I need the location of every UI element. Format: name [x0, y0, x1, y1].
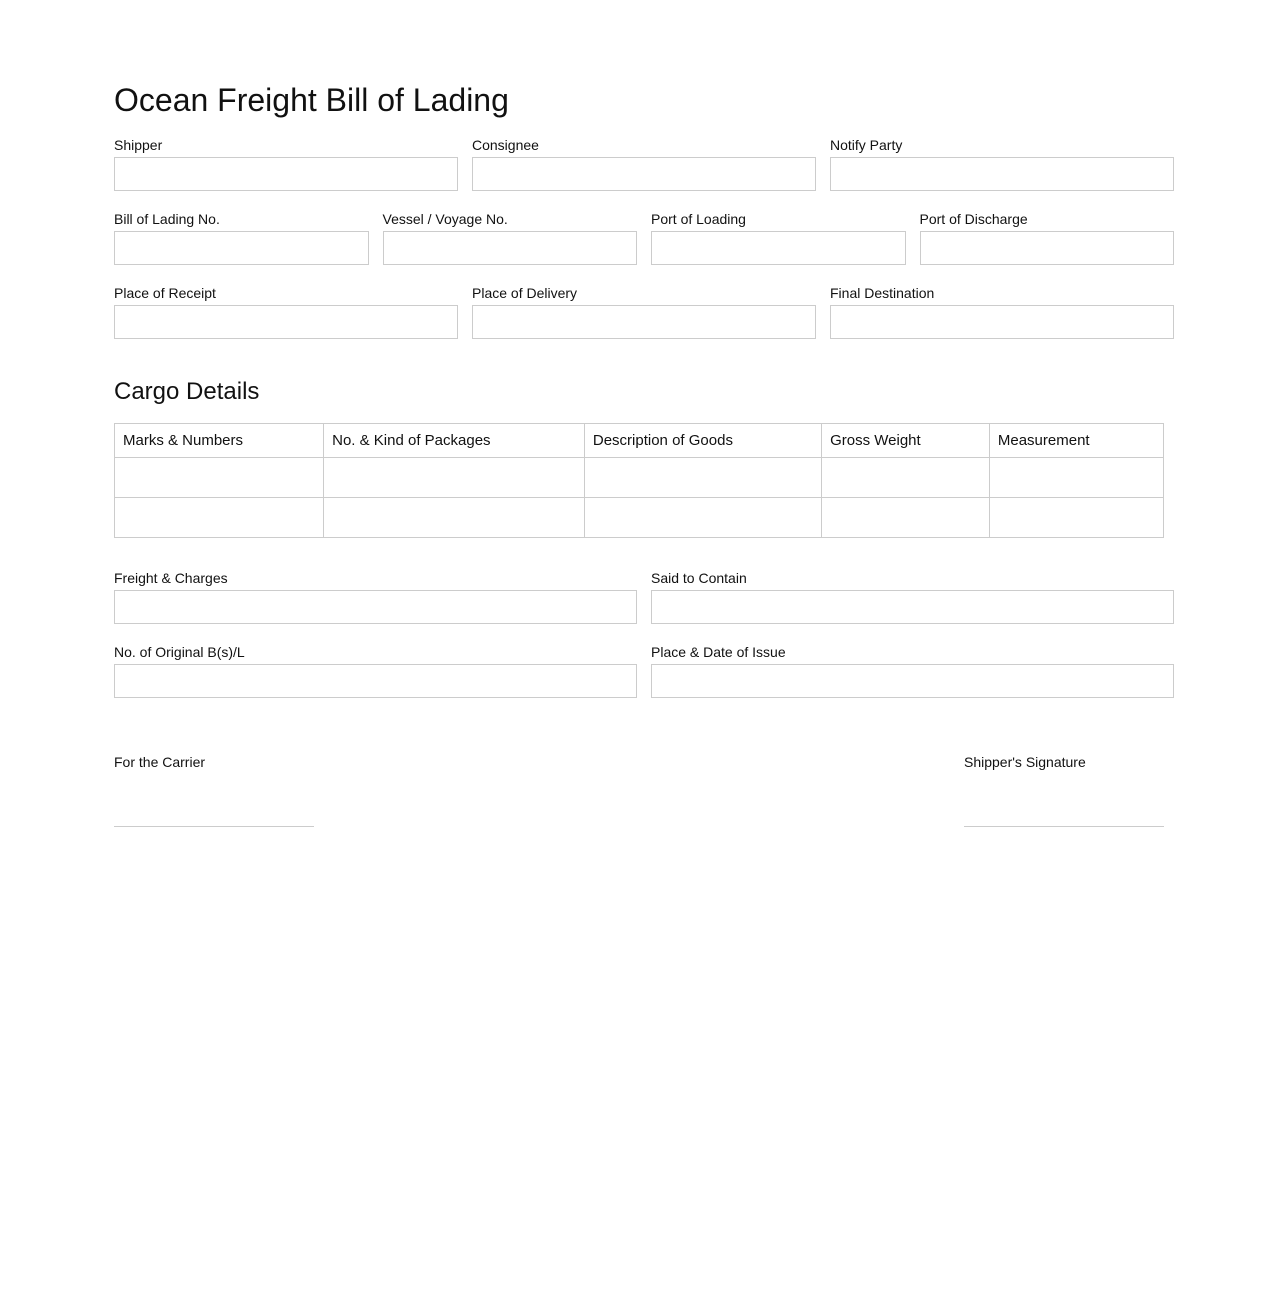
vessel-voyage-no-input[interactable]	[383, 231, 638, 265]
table-header-row	[115, 424, 1164, 458]
column-header-gross-weight: Gross Weight	[822, 424, 990, 458]
shipper-signature-line[interactable]	[964, 826, 1164, 827]
cell-no-kind-of-packages[interactable]	[324, 458, 585, 498]
field-port-of-loading	[651, 211, 906, 265]
consignee-input[interactable]	[472, 157, 816, 191]
place-of-receipt-input[interactable]	[114, 305, 458, 339]
field-port-of-discharge	[920, 211, 1175, 265]
bill-of-lading-no-input[interactable]	[114, 231, 369, 265]
field-said-to-contain	[651, 570, 1174, 624]
port-of-loading-input[interactable]	[651, 231, 906, 265]
column-header-measurement: Measurement	[989, 424, 1163, 458]
field-final-destination	[830, 285, 1174, 339]
notify-party-input[interactable]	[830, 157, 1174, 191]
places-row	[114, 285, 1174, 339]
cell-gross-weight[interactable]	[822, 458, 990, 498]
table-row	[115, 498, 1164, 538]
parties-row	[114, 137, 1174, 191]
field-label: Freight & Charges	[114, 570, 228, 586]
page-title: Ocean Freight Bill of Lading	[114, 82, 509, 118]
field-label: Vessel / Voyage No.	[382, 211, 508, 227]
freight-charges-input[interactable]	[114, 590, 637, 624]
said-to-contain-input[interactable]	[651, 590, 1174, 624]
column-header-marks-numbers: Marks & Numbers	[115, 424, 324, 458]
field-vessel-voyage-no	[383, 211, 638, 265]
field-label: Port of Loading	[651, 211, 746, 227]
final-destination-input[interactable]	[830, 305, 1174, 339]
column-header-no-kind-of-packages: No. & Kind of Packages	[324, 424, 585, 458]
cell-gross-weight[interactable]	[822, 498, 990, 538]
field-label: Final Destination	[830, 285, 935, 301]
no-of-original-b-s-l-input[interactable]	[114, 664, 637, 698]
field-label: Bill of Lading No.	[114, 211, 220, 227]
field-place-of-receipt	[114, 285, 458, 339]
field-place-of-delivery	[472, 285, 816, 339]
cargo-details-heading: Cargo Details	[114, 378, 260, 405]
shipper-signature-label: Shipper's Signature	[964, 754, 1086, 770]
field-no-of-original-b-s-l	[114, 644, 637, 698]
shipper-input[interactable]	[114, 157, 458, 191]
field-bill-of-lading-no	[114, 211, 369, 265]
cell-measurement[interactable]	[989, 458, 1163, 498]
carrier-signature-label: For the Carrier	[114, 754, 206, 770]
field-consignee	[472, 137, 816, 191]
field-freight-charges	[114, 570, 637, 624]
cell-description-of-goods[interactable]	[584, 498, 821, 538]
column-header-description-of-goods: Description of Goods	[584, 424, 821, 458]
table-row	[115, 458, 1164, 498]
field-label: Place of Receipt	[114, 285, 216, 301]
issue-row	[114, 644, 1174, 698]
cell-marks-numbers[interactable]	[115, 498, 324, 538]
place-of-delivery-input[interactable]	[472, 305, 816, 339]
carrier-signature-line[interactable]	[114, 826, 314, 827]
field-notify-party	[830, 137, 1174, 191]
field-label: Notify Party	[830, 137, 903, 153]
carrier-signature	[114, 754, 314, 827]
field-shipper	[114, 137, 458, 191]
field-label: Place & Date of Issue	[651, 644, 786, 660]
shipper-signature	[964, 754, 1164, 827]
field-label: Port of Discharge	[919, 211, 1028, 227]
cell-no-kind-of-packages[interactable]	[324, 498, 585, 538]
field-label: Place of Delivery	[472, 285, 578, 301]
field-label: No. of Original B(s)/L	[114, 644, 245, 660]
cell-description-of-goods[interactable]	[584, 458, 821, 498]
cell-marks-numbers[interactable]	[115, 458, 324, 498]
cargo-table	[114, 423, 1164, 538]
freight-row	[114, 570, 1174, 624]
field-label: Shipper	[114, 137, 163, 153]
place-date-of-issue-input[interactable]	[651, 664, 1174, 698]
port-of-discharge-input[interactable]	[920, 231, 1175, 265]
shipment-row	[114, 211, 1174, 265]
field-label: Said to Contain	[651, 570, 747, 586]
field-place-date-of-issue	[651, 644, 1174, 698]
field-label: Consignee	[472, 137, 539, 153]
cell-measurement[interactable]	[989, 498, 1163, 538]
